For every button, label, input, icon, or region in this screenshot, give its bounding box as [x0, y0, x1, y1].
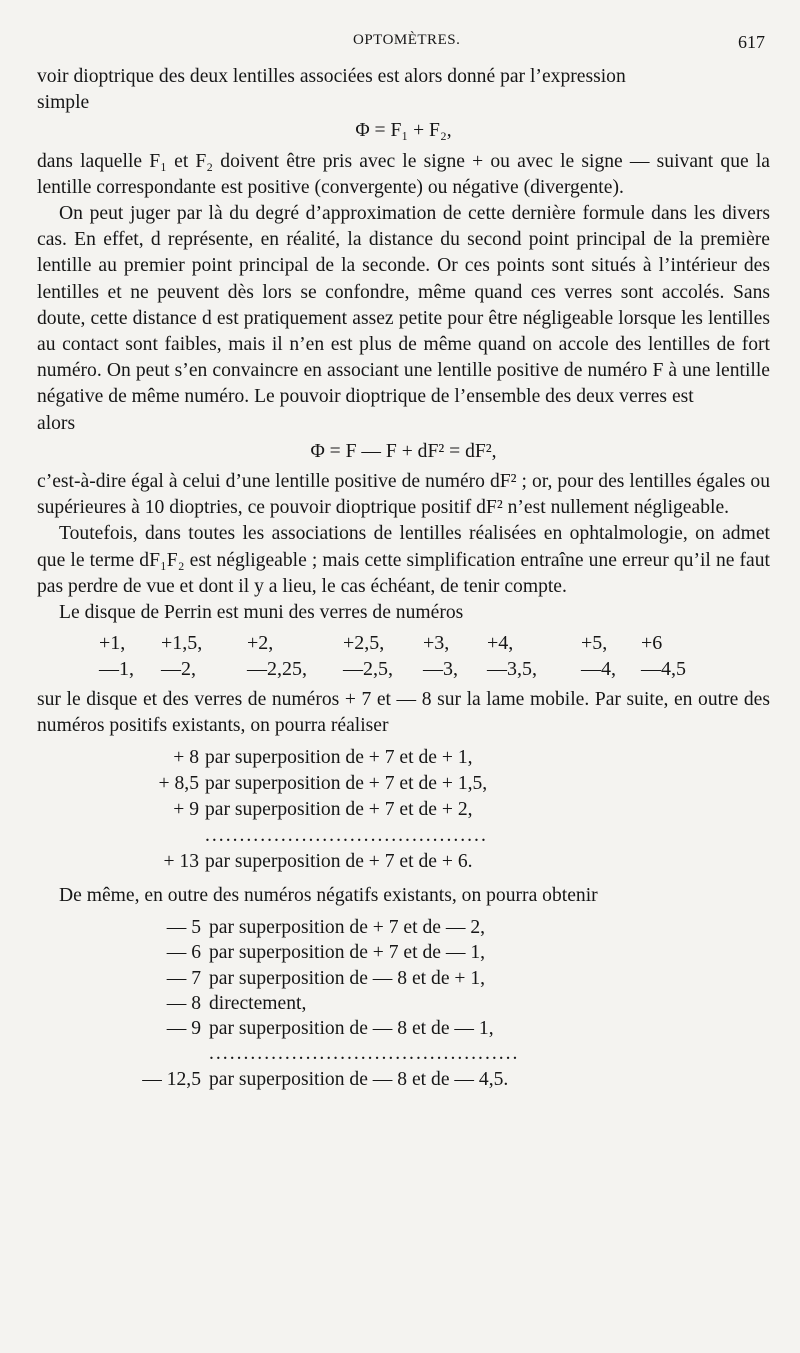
lens-value: +2,5, [343, 632, 385, 655]
lens-value: +1,5, [161, 632, 203, 655]
paragraph-1-line-2: simple [37, 92, 90, 114]
lens-row-negative [99, 656, 770, 682]
combination-ellipsis-row [137, 1041, 770, 1066]
paragraph-1-rest: dans laquelle F₁ et F₂ doivent être pris avec le signe + ou avec le signe — suivant que la lentille correspondante est positive (convergente) ou négative (divergente). [37, 150, 770, 198]
combination-row [137, 940, 770, 965]
lens-value: —2,5, [343, 658, 393, 681]
lens-value: —1, [99, 658, 134, 681]
combination-number: + 8 [173, 747, 199, 769]
combination-number [137, 823, 205, 849]
paragraph-4-rest: sur le disque et des verres de numéros + 7 et — 8 sur la lame mobile. Par suite, en outre des numéros positifs existants, on pourra réaliser [37, 688, 770, 736]
lens-value: —2,25, [247, 658, 307, 681]
lens-value: +3, [423, 632, 450, 655]
combination-text: par superposition de — 8 et de — 4,5. [209, 1068, 509, 1090]
running-title: OPTOMÈTRES. [353, 32, 461, 48]
paragraph-1-line-1: voir dioptrique des deux lentilles associées est alors donné par l’expression [37, 66, 626, 87]
combination-number: + 9 [173, 799, 199, 821]
combination-number: — 5 [166, 917, 201, 939]
page-number: 617 [738, 32, 765, 52]
paragraph-2-alors: alors [37, 412, 76, 434]
lens-value: —3,5, [487, 658, 537, 681]
combination-number: + 8,5 [158, 773, 199, 795]
combination-number: — 6 [166, 942, 201, 964]
combination-number: — 8 [166, 992, 201, 1014]
combination-row [137, 849, 770, 875]
combination-row [137, 797, 770, 823]
positive-combinations [137, 745, 770, 875]
formula-sum: Φ = F₁ + F₂, [355, 120, 452, 142]
combination-text: par superposition de + 7 et de + 6. [205, 851, 473, 873]
combination-text: par superposition de + 7 et de — 1, [209, 942, 486, 964]
combination-ellipsis-row [137, 823, 770, 849]
combination-row [137, 915, 770, 940]
paragraph-3: Toutefois, dans toutes les associations de lentilles réalisées en ophtalmologie, on admet que le terme dF₁F₂ est négligeable ; mais cette simplification entraîne une erreur qu’il ne faut pas perdre de vue et dont il y a lieu, le cas échéant, de tenir compte. [37, 523, 770, 597]
lens-value: +1, [99, 632, 126, 655]
lens-value: —4, [581, 658, 616, 681]
lens-value: +2, [247, 632, 274, 655]
combination-row [137, 745, 770, 771]
running-header [0, 30, 800, 56]
lens-value: +5, [581, 632, 608, 655]
combination-row [137, 771, 770, 797]
lens-value: —4,5 [641, 658, 686, 681]
combination-number: — 7 [166, 967, 201, 989]
lens-row-positive [99, 630, 770, 656]
lens-value: +6 [641, 632, 663, 655]
combination-text: par superposition de + 7 et de + 1,5, [205, 773, 488, 795]
paragraph-2: On peut juger par là du degré d’approximation de cette dernière formule dans les divers cas. En effet, d représente, en réalité, la distance du second point principal de la première lentille au premier point principal de la seconde. Or ces points sont situés à l’intérieur des lentilles et ne peuvent dès lors se confondre, même quand ces verres sont accolés. Sans doute, cette distance d est pratiquement assez petite pour être négligeable lorsque les lentilles au contact sont faibles, mais il n’en est plus de même quand on accole des lentilles de fort numéro. On peut s’en convaincre en associant une lentille positive de numéro F à une lentille négative de même numéro. Le pouvoir dioptrique de l’ensemble des deux verres est [37, 203, 770, 408]
combination-text: directement, [209, 992, 307, 1014]
combination-row [137, 1016, 770, 1041]
combination-row [137, 966, 770, 991]
combination-number [137, 1041, 209, 1066]
combination-number: — 9 [166, 1018, 201, 1040]
lens-value: +4, [487, 632, 514, 655]
negative-combinations [137, 915, 770, 1091]
dotted-leader: ......................................... [205, 825, 488, 847]
combination-text: par superposition de + 7 et de + 1, [205, 747, 473, 769]
lens-value: —2, [161, 658, 196, 681]
combination-number: + 13 [163, 851, 199, 873]
combination-text: par superposition de — 8 et de — 1, [209, 1018, 494, 1040]
combination-row [137, 991, 770, 1016]
combination-row [137, 1067, 770, 1092]
combination-text: par superposition de + 7 et de + 2, [205, 799, 473, 821]
combination-text: par superposition de — 8 et de + 1, [209, 967, 486, 989]
paragraph-4: Le disque de Perrin est muni des verres de numéros [59, 602, 464, 624]
paragraph-2-rest: c’est-à-dire égal à celui d’une lentille positive de numéro dF² ; or, pour des lentilles égales ou supérieures à 10 dioptries, ce pouvoir dioptrique positif dF² n’est nullement négligeable. [37, 471, 770, 519]
lens-value: —3, [423, 658, 458, 681]
dotted-leader: ............................................. [209, 1043, 520, 1065]
paragraph-5: De même, en outre des numéros négatifs existants, on pourra obtenir [59, 885, 598, 907]
combination-text: par superposition de + 7 et de — 2, [209, 917, 486, 939]
page-body [37, 64, 770, 1092]
formula-difference: Φ = F — F + dF² = dF², [310, 440, 497, 462]
combination-number: — 12,5 [142, 1068, 201, 1090]
